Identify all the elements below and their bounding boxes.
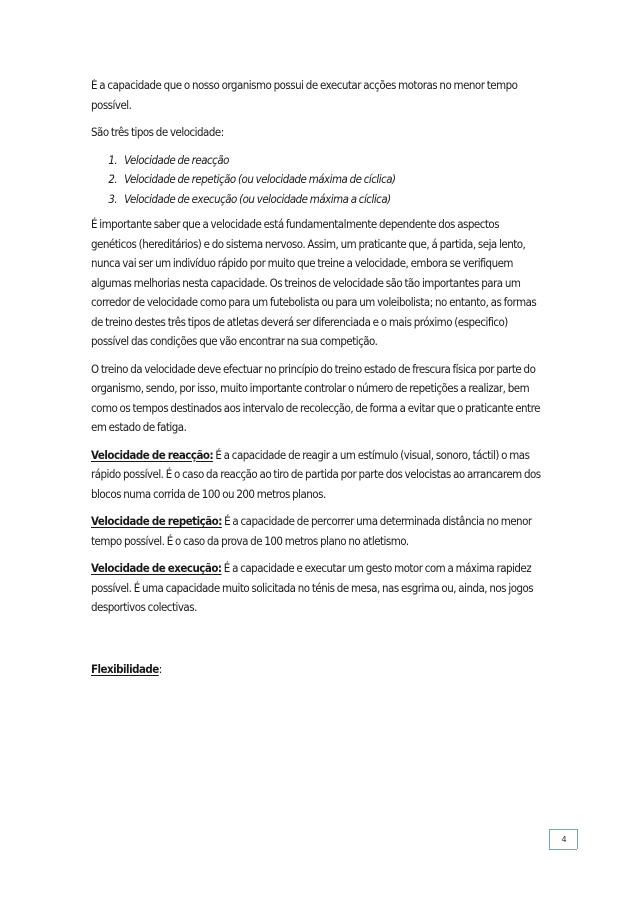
definition-term: Velocidade de execução: [91, 562, 222, 575]
types-intro: São três tipos de velocidade: [91, 126, 224, 139]
flexibility-heading [91, 660, 546, 680]
list-item: 2. Velocidade de repetição (ou velocidade máxima de cíclica) [120, 170, 547, 190]
page-number: 4 [549, 829, 578, 850]
section-heading: Flexibilidade [91, 662, 159, 676]
definition-term: Velocidade de repetição: [91, 515, 222, 528]
list-item: 3. Velocidade de execução (ou velocidade máxima a cíclica) [120, 190, 547, 210]
definition-text: É a capacidade e executar um gesto motor com a máxima rapidez possível. É uma capacidade muito solicitada no ténis de mesa, nas esgrima ou, ainda, nos jogos desportivos colectivas. [91, 562, 534, 614]
list-item: 1. Velocidade de reacção [120, 151, 547, 171]
document-body [91, 76, 546, 687]
section-spacer [91, 626, 546, 660]
speed-types-list [91, 151, 546, 210]
definition-text: É a capacidade de percorrer uma determinada distância no menor tempo possível. É o caso da prova de 100 metros plano no atletismo. [91, 515, 532, 548]
training-paragraph: O treino da velocidade deve efectuar no princípio do treino estado de frescura física por parte do organismo, sendo, por isso, muito importante controlar o número de repetições a realizar, bem como os tempos destinados aos intervalo de recolecção, de forma a evitar que o praticante entre em estado de fatiga. [91, 362, 540, 434]
definition-term: Velocidade de reacção: [91, 448, 214, 462]
definition-execution [91, 559, 546, 618]
definition-reaction [91, 446, 546, 505]
page-number-underline [549, 849, 577, 850]
page-number-border [577, 829, 578, 849]
genetics-paragraph: É importante saber que a velocidade está fundamentalmente dependente dos aspectos genéticos (hereditários) e do sistema nervoso. Assim, um praticante que, á partida, seja lento, nunca vai ser um indivíduo rápido por muito que treine a velocidade, embora se verifiquem algumas melhorias nesta capacidade. Os treinos de velocidade são tão importantes para um corredor de velocidade como para um futebolista ou para um voleibolista; no entanto, as formas de treino destes três tipos de atletas deverá ser diferenciada e o mais próximo (especifico) possível das condições que vão encontrar na sua competição. [91, 218, 537, 348]
definition-repetition [91, 512, 546, 551]
definition-text: É a capacidade de reagir a um estímulo (visual, sonoro, táctil) o mas rápido possível. É o caso da reacção ao tiro de partida por parte dos velocistas ao arrancarem dos blocos numa corrida de 100 ou 200 metros planos. [91, 448, 541, 501]
heading-colon: : [158, 662, 162, 676]
intro-paragraph: É a capacidade que o nosso organismo possui de executar acções motoras no menor tempo possível. [91, 79, 518, 112]
